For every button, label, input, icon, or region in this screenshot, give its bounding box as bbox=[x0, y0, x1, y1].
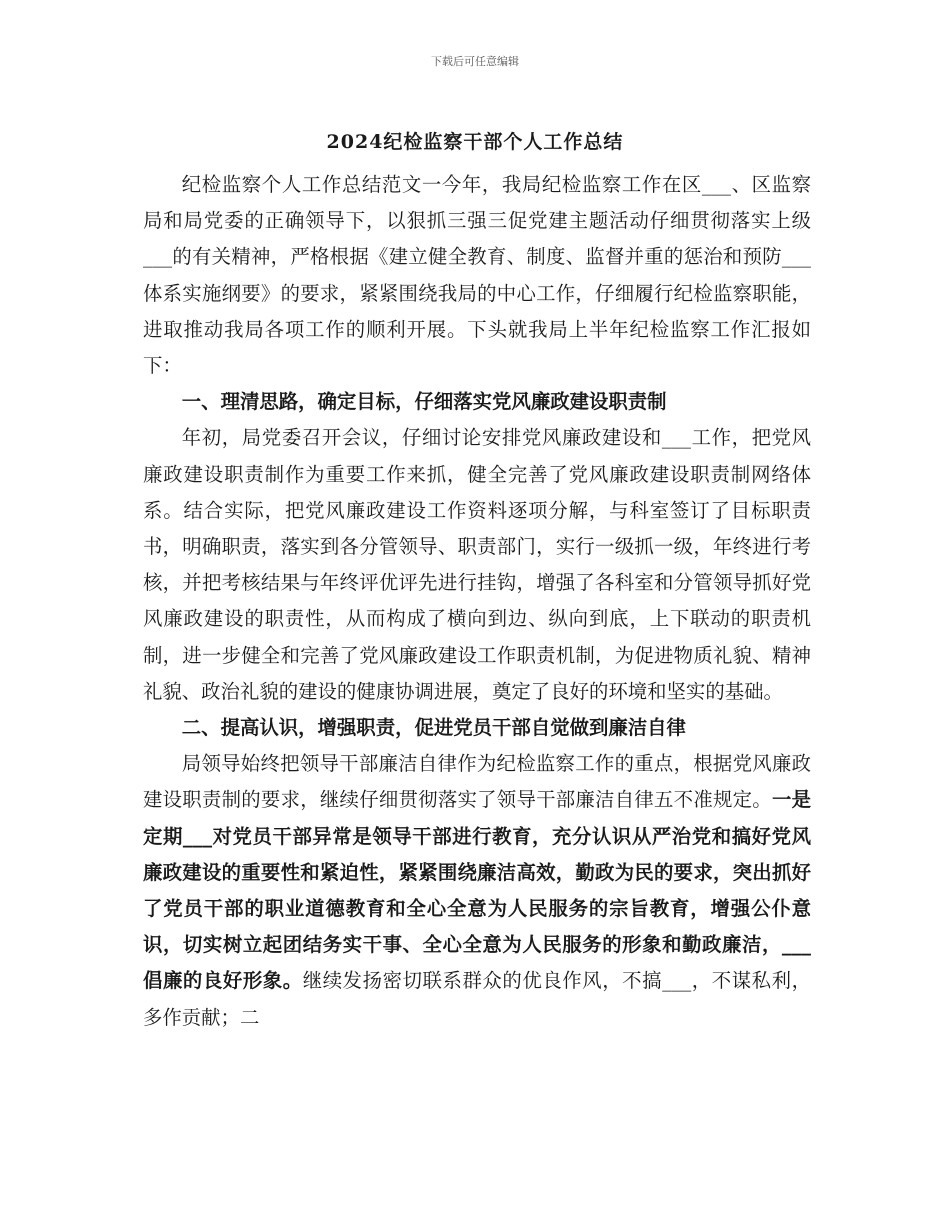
header-note: 下载后可任意编辑 bbox=[431, 55, 519, 68]
section-1-paragraph: 年初，局党委召开会议，仔细讨论安排党风廉政建设和___工作，把党风廉政建设职责制作为重要工作来抓，健全完善了党风廉政建设职责制网络体系。结合实际，把党风廉政建设工作资料逐项分解，与科室签订了目标职责书，明确职责，落实到各分管领导、职责部门，实行一级抓一级，年终进行考核，并把考核结果与年终评优评先进行挂钩，增强了各科室和分管领导抓好党风廉政建设的职责性，从而构成了横向到边、纵向到底，上下联动的职责机制，进一步健全和完善了党风廉政建设工作职责机制，为促进物质礼貌、精神礼貌、政治礼貌的建设的健康协调进展，奠定了良好的环境和坚实的基础。 bbox=[143, 426, 811, 703]
section-2-heading: 二、提高认识，增强职责，促进党员干部自觉做到廉洁自律 bbox=[181, 716, 686, 740]
document-body bbox=[143, 167, 811, 1036]
section-2-text-end: 继续发扬密切联系群众的优良作风，不搞___，不谋私利，多作贡献；二 bbox=[143, 969, 811, 1029]
document-title: 2024纪检监察干部个人工作总结 bbox=[326, 131, 624, 153]
section-2-text-start: 局领导始终把领导干部廉洁自律作为纪检监察工作的重点，根据党风廉政建设职责制的要求，继续仔细贯彻落实了领导干部廉洁自律五不准规定。 bbox=[143, 752, 811, 812]
section-2-text-bold: 一是定期___对党员干部异常是领导干部进行教育，充分认识从严治党和搞好党风廉政建设的重要性和紧迫性，紧紧围绕廉洁高效，勤政为民的要求，突出抓好了党员干部的职业道德教育和全心全意为人民服务的宗旨教育，增强公仆意识，切实树立起团结务实干事、全心全意为人民服务的形象和勤政廉洁，___倡廉的良好形象。 bbox=[143, 788, 811, 993]
section-1-heading: 一、理清思路，确定目标，仔细落实党风廉政建设职责制 bbox=[181, 390, 667, 414]
section-2-paragraph bbox=[143, 746, 811, 1036]
intro-paragraph: 纪检监察个人工作总结范文一今年，我局纪检监察工作在区___、区监察局和局党委的正确领导下，以狠抓三强三促党建主题活动仔细贯彻落实上级___的有关精神，严格根据《建立健全教育、制度、监督并重的惩治和预防___体系实施纲要》的要求，紧紧围绕我局的中心工作，仔细履行纪检监察职能，进取推动我局各项工作的顺利开展。下头就我局上半年纪检监察工作汇报如下： bbox=[143, 173, 811, 378]
